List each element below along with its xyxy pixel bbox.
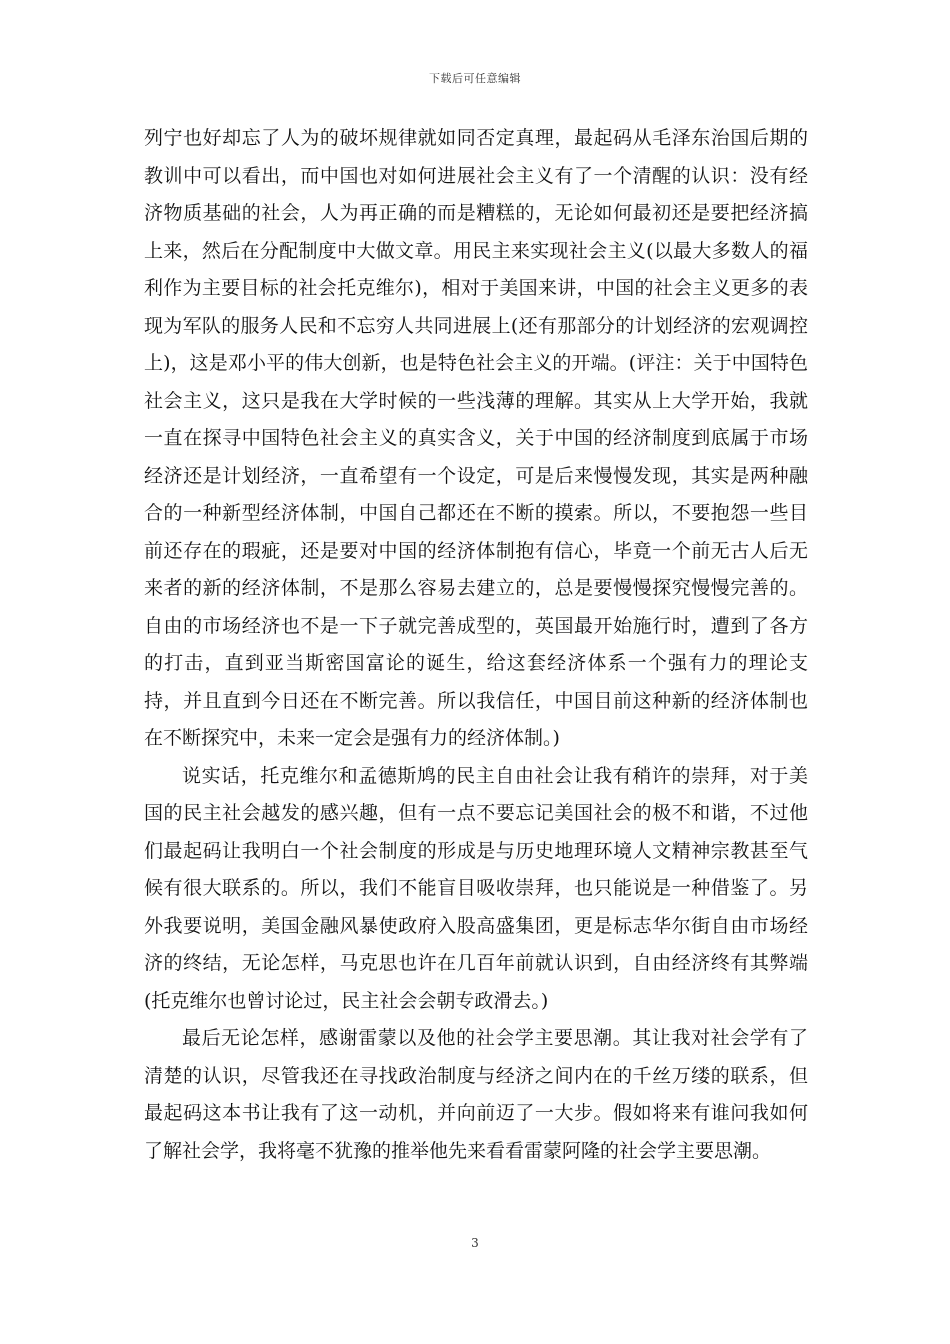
page-header: 下载后可任意编辑 <box>429 72 521 85</box>
paragraph-continuation: 列宁也好却忘了人为的破坏规律就如同否定真理，最起码从毛泽东治国后期的教训中可以看出，而中国也对如何进展社会主义有了一个清醒的认识：没有经济物质基础的社会，人为再正确的而是糟糕的，无论如何最初还是要把经济搞上来，然后在分配制度中大做文章。用民主来实现社会主义(以最大多数人的福利作为主要目标的社会托克维尔)，相对于美国来讲，中国的社会主义更多的表现为军队的服务人民和不忘穷人共同进展上(还有那部分的计划经济的宏观调控上)，这是邓小平的伟大创新，也是特色社会主义的开端。(评注：关于中国特色社会主义，这只是我在大学时候的一些浅薄的理解。其实从上大学开始，我就一直在探寻中国特色社会主义的真实含义，关于中国的经济制度到底属于市场经济还是计划经济，一直希望有一个设定，可是后来慢慢发现，其实是两种融合的一种新型经济体制，中国自己都还在不断的摸索。所以，不要抱怨一些目前还存在的瑕疵，还是要对中国的经济体制抱有信心，毕竟一个前无古人后无来者的新的经济体制，不是那么容易去建立的，总是要慢慢探究慢慢完善的。自由的市场经济也不是一下子就完善成型的，英国最开始施行时，遭到了各方的打击，直到亚当斯密国富论的诞生，给这套经济体系一个强有力的理论支持，并且直到今日还在不断完善。所以我信任，中国目前这种新的经济体制也在不断探究中，未来一定会是强有力的经济体制。) <box>144 127 808 749</box>
paragraph-tocqueville: 说实话，托克维尔和孟德斯鸠的民主自由社会让我有稍许的崇拜，对于美国的民主社会越发的感兴趣，但有一点不要忘记美国社会的极不和谐，不过他们最起码让我明白一个社会制度的形成是与历史地理环境人文精神宗教甚至气候有很大联系的。所以，我们不能盲目吸收崇拜，也只能说是一种借鉴了。另外我要说明，美国金融风暴使政府入股高盛集团，更是标志华尔街自由市场经济的终结，无论怎样，马克思也许在几百年前就认识到，自由经济终有其弊端(托克维尔也曾讨论过，民主社会会朝专政滑去。) <box>144 764 808 1012</box>
paragraph-conclusion: 最后无论怎样，感谢雷蒙以及他的社会学主要思潮。其让我对社会学有了清楚的认识，尽管我还在寻找政治制度与经济之间内在的千丝万缕的联系，但最起码这本书让我有了这一动机，并向前迈了一大步。假如将来有谁问我如何了解社会学，我将毫不犹豫的推举他先来看看雷蒙阿隆的社会学主要思潮。 <box>144 1027 808 1162</box>
page-number: 3 <box>471 1236 479 1250</box>
page-body <box>144 120 808 1170</box>
